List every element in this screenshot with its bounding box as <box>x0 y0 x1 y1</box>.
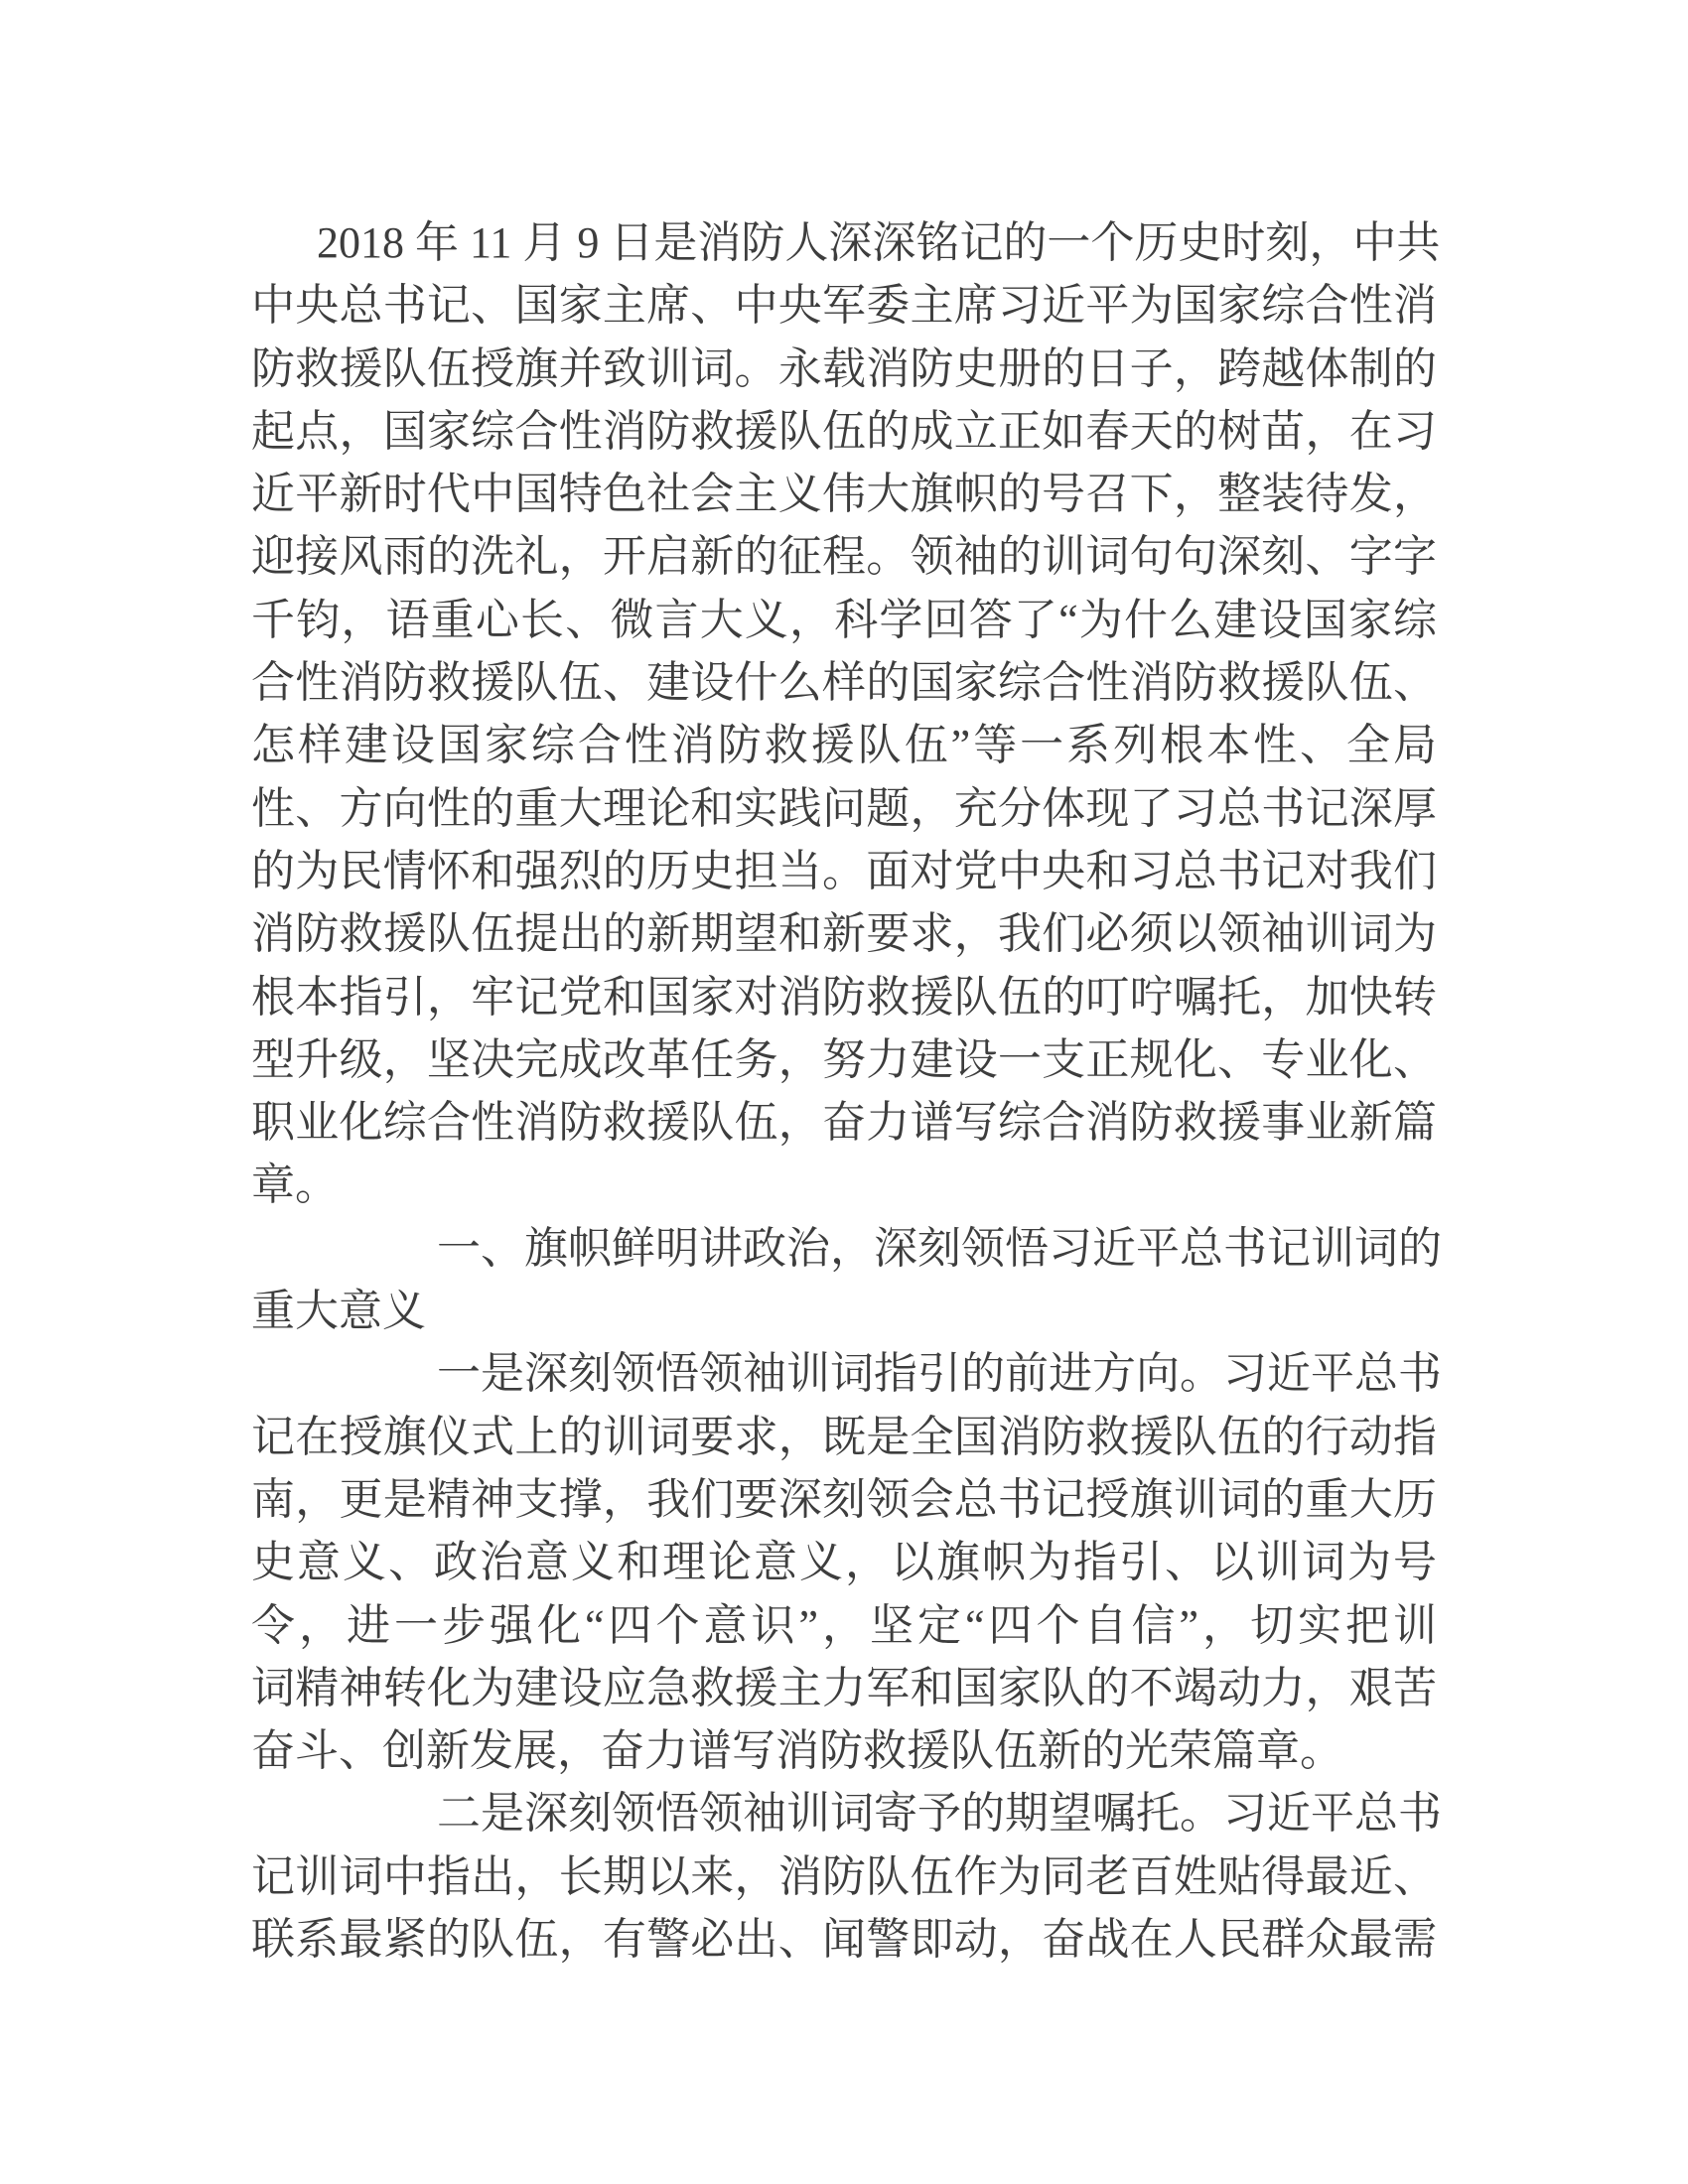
text-line: 根本指引，牢记党和国家对消防救援队伍的叮咛嘱托，加快转 <box>251 972 1437 1022</box>
text-line: 的为民情怀和强烈的历史担当。面对党中央和习总书记对我们 <box>251 846 1437 895</box>
text-line: 令，进一步强化“四个意识”，坚定“四个自信”，切实把训 <box>251 1600 1437 1650</box>
text-line: 2018 年 11 月 9 日是消防人深深铭记的一个历史时刻，中共 <box>317 218 1441 267</box>
text-line: 联系最紧的队伍，有警必出、闻警即动，奋战在人民群众最需 <box>251 1915 1437 1965</box>
text-line: 起点，国家综合性消防救援队伍的成立正如春天的树苗，在习 <box>251 406 1437 456</box>
text-line: 怎样建设国家综合性消防救援队伍”等一系列根本性、全局 <box>251 721 1437 770</box>
document-text-block <box>251 211 1442 1971</box>
text-line: 史意义、政治意义和理论意义，以旗帜为指引、以训词为号 <box>251 1538 1437 1587</box>
text-line: 章。 <box>251 1160 339 1210</box>
paragraph <box>251 1782 1442 1971</box>
text-line: 近平新时代中国特色社会主义伟大旗帜的号召下，整装待发， <box>251 470 1437 519</box>
text-line: 中央总书记、国家主席、中央军委主席习近平为国家综合性消 <box>251 281 1437 331</box>
heading-line: 一、旗帜鲜明讲政治，深刻领悟习近平总书记训词的 <box>437 1223 1442 1273</box>
text-line: 南，更是精神支撑，我们要深刻领会总书记授旗训词的重大历 <box>251 1474 1437 1524</box>
text-line: 型升级，坚决完成改革任务，努力建设一支正规化、专业化、 <box>251 1034 1437 1084</box>
text-line: 性、方向性的重大理论和实践问题，充分体现了习总书记深厚 <box>251 783 1437 833</box>
text-line: 二是深刻领悟领袖训词寄予的期望嘱托。习近平总书 <box>437 1789 1442 1839</box>
paragraph <box>251 1342 1442 1782</box>
text-line: 记在授旗仪式上的训词要求，既是全国消防救援队伍的行动指 <box>251 1412 1437 1461</box>
text-line: 防救援队伍授旗并致训词。永载消防史册的日子，跨越体制的 <box>251 343 1437 393</box>
text-line: 词精神转化为建设应急救援主力军和国家队的不竭动力，艰苦 <box>251 1663 1437 1712</box>
heading-line: 重大意义 <box>251 1287 426 1336</box>
paragraph <box>251 211 1441 1217</box>
text-line: 一是深刻领悟领袖训词指引的前进方向。习近平总书 <box>437 1349 1442 1399</box>
text-line: 迎接风雨的洗礼，开启新的征程。领袖的训词句句深刻、字字 <box>251 532 1437 582</box>
text-line: 记训词中指出，长期以来，消防队伍作为同老百姓贴得最近、 <box>251 1851 1437 1901</box>
text-line: 奋斗、创新发展，奋力谱写消防救援队伍新的光荣篇章。 <box>251 1726 1343 1776</box>
text-line: 千钧，语重心长、微言大义，科学回答了“为什么建设国家综 <box>251 595 1437 644</box>
section-heading <box>251 1217 1442 1343</box>
text-line: 职业化综合性消防救援队伍，奋力谱写综合消防救援事业新篇 <box>251 1098 1437 1148</box>
text-line: 合性消防救援队伍、建设什么样的国家综合性消防救援队伍、 <box>251 658 1437 708</box>
text-line: 消防救援队伍提出的新期望和新要求，我们必须以领袖训词为 <box>251 909 1437 959</box>
